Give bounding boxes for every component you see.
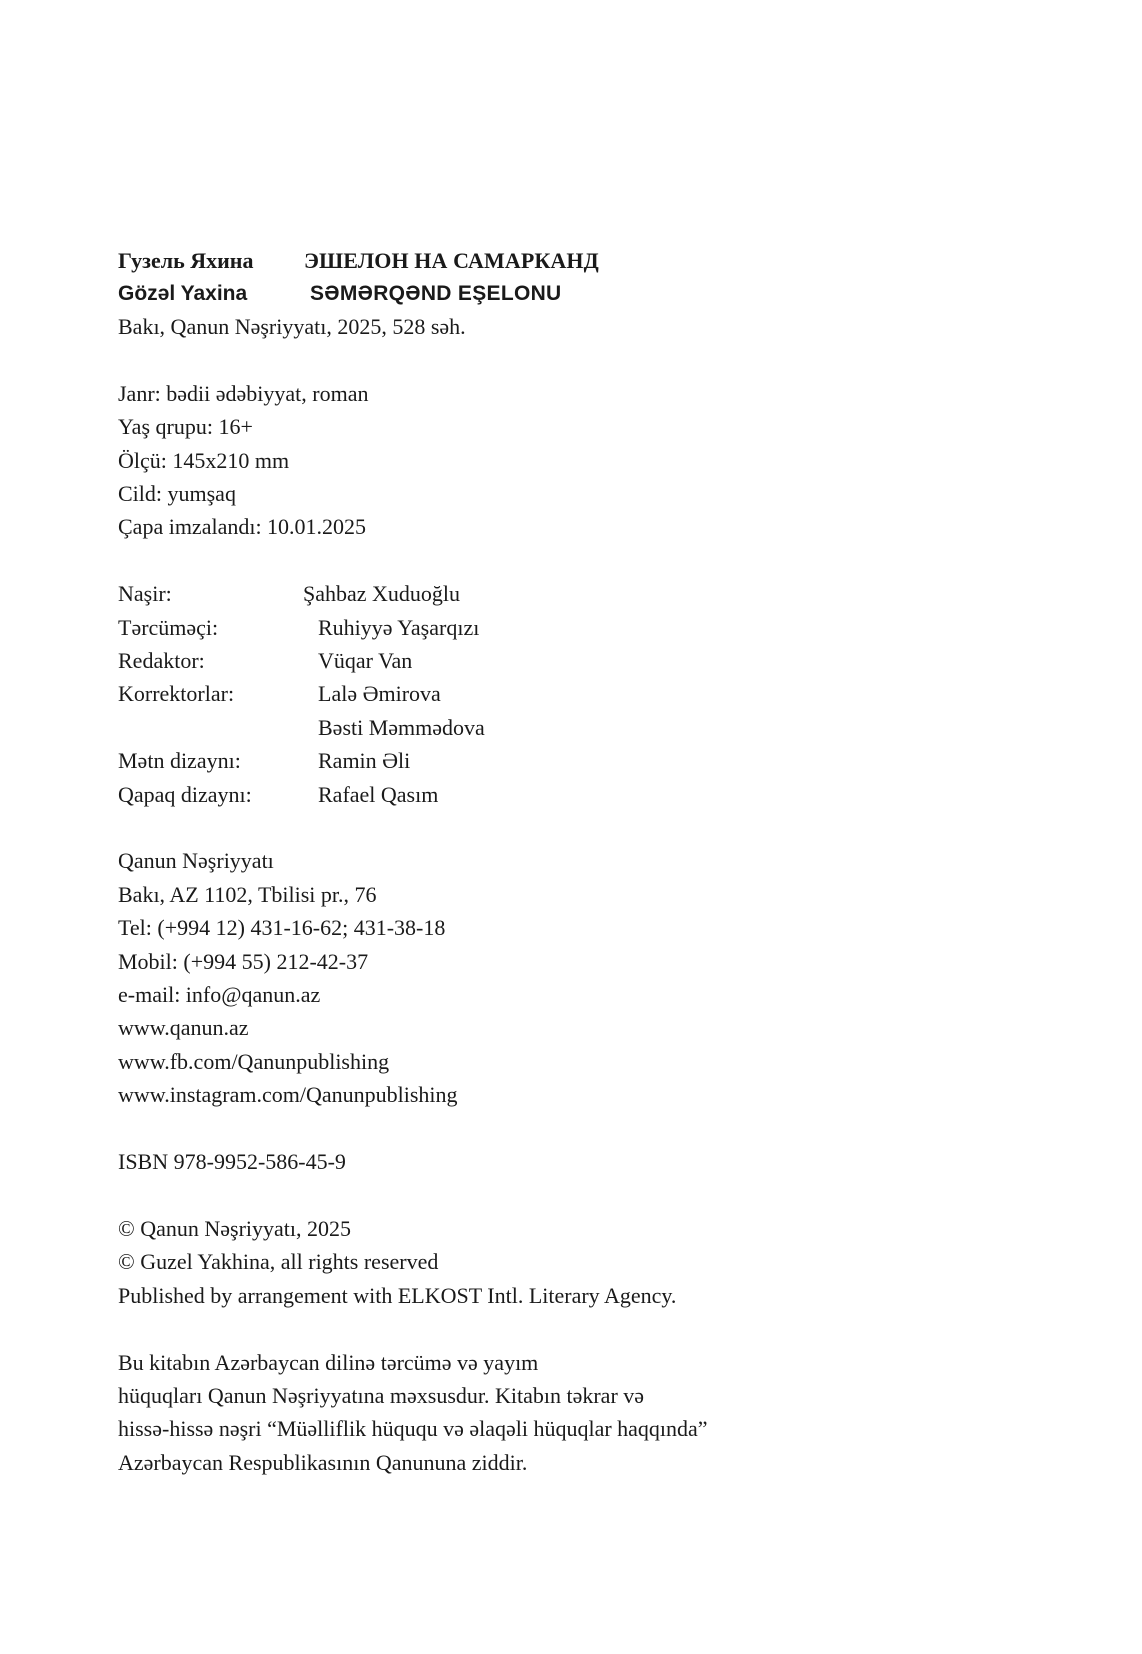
rights-notice-line: Azərbaycan Respublikasının Qanununa ziddir. <box>118 1449 528 1475</box>
credit-row-text-design <box>118 744 1078 777</box>
russian-title-row <box>118 244 1078 277</box>
credit-role: Tərcüməçi: <box>118 614 219 640</box>
credit-role: Korrektorlar: <box>118 681 235 707</box>
publisher-instagram: www.instagram.com/Qanunpublishing <box>118 1082 458 1108</box>
credit-row-proofreaders-continued <box>118 711 1078 744</box>
spacer <box>118 1179 1078 1212</box>
copyright-line: © Qanun Nəşriyyatı, 2025 <box>118 1215 352 1241</box>
rights-notice-line: hissə-hissə nəşri “Müəlliflik hüququ və əlaqəli hüquqlar haqqında” <box>118 1416 708 1442</box>
credit-role: Redaktor: <box>118 648 205 674</box>
credit-role: Naşir: <box>118 581 172 607</box>
imprint-line: Bakı, Qanun Nəşriyyatı, 2025, 528 səh. <box>118 314 466 339</box>
publisher-contacts <box>118 844 1078 1111</box>
spec-genre: Janr: bədii ədəbiyyat, roman <box>118 380 369 406</box>
azerbaijani-title-row <box>118 277 1078 310</box>
publisher-address: Bakı, AZ 1102, Tbilisi pr., 76 <box>118 881 377 907</box>
rights-notice <box>118 1346 1078 1480</box>
spacer <box>118 343 1078 376</box>
credit-role <box>118 711 318 744</box>
rights-notice-line: hüquqları Qanun Nəşriyyatına məxsusdur. Kitabın təkrar və <box>118 1382 645 1408</box>
credit-name: Şahbaz Xuduoğlu <box>303 581 461 607</box>
credit-row-cover-design <box>118 778 1078 811</box>
credit-row-publisher <box>118 577 1078 610</box>
spacer <box>118 544 1078 577</box>
publisher-website: www.qanun.az <box>118 1015 249 1041</box>
credits-list <box>118 577 1078 811</box>
spec-size: Ölçü: 145x210 mm <box>118 447 290 473</box>
imprint-page <box>118 244 1078 1479</box>
azerbaijani-author-name: Gözəl Yaxina <box>118 282 248 305</box>
credit-row-proofreaders <box>118 677 1078 710</box>
azerbaijani-book-title: SƏMƏRQƏND EŞELONU <box>310 282 562 305</box>
publisher-mobile: Mobil: (+994 55) 212-42-37 <box>118 948 369 974</box>
copyright-line: Published by arrangement with ELKOST Intl. Literary Agency. <box>118 1282 677 1308</box>
russian-author-name: Гузель Яхина <box>118 248 254 273</box>
credit-row-translator <box>118 611 1078 644</box>
spacer <box>118 811 1078 844</box>
spec-binding: Cild: yumşaq <box>118 481 236 507</box>
credit-name: Ruhiyyə Yaşarqızı <box>318 614 480 640</box>
credit-role: Mətn dizaynı: <box>118 748 241 774</box>
isbn: ISBN 978-9952-586-45-9 <box>118 1149 346 1175</box>
credit-name: Rafael Qasım <box>318 781 439 807</box>
book-specs <box>118 377 1078 544</box>
spacer <box>118 1112 1078 1145</box>
spec-print-date: Çapa imzalandı: 10.01.2025 <box>118 514 367 540</box>
rights-notice-line: Bu kitabın Azərbaycan dilinə tərcümə və yayım <box>118 1349 539 1375</box>
publisher-phone: Tel: (+994 12) 431-16-62; 431-38-18 <box>118 915 446 941</box>
publisher-facebook: www.fb.com/Qanunpublishing <box>118 1048 390 1074</box>
credit-row-editor <box>118 644 1078 677</box>
credit-name: Lalə Əmirova <box>318 681 441 707</box>
russian-book-title: ЭШЕЛОН НА САМАРКАНД <box>304 248 599 273</box>
spec-age-group: Yaş qrupu: 16+ <box>118 414 253 440</box>
copyright-block <box>118 1212 1078 1312</box>
copyright-line: © Guzel Yakhina, all rights reserved <box>118 1249 439 1275</box>
publisher-email: e-mail: info@qanun.az <box>118 982 321 1008</box>
publisher-name: Qanun Nəşriyyatı <box>118 848 274 874</box>
credit-name: Ramin Əli <box>318 748 411 774</box>
credit-name: Bəsti Məmmədova <box>318 714 485 740</box>
credit-name: Vüqar Van <box>318 648 413 674</box>
spacer <box>118 1312 1078 1345</box>
credit-role: Qapaq dizaynı: <box>118 781 252 807</box>
